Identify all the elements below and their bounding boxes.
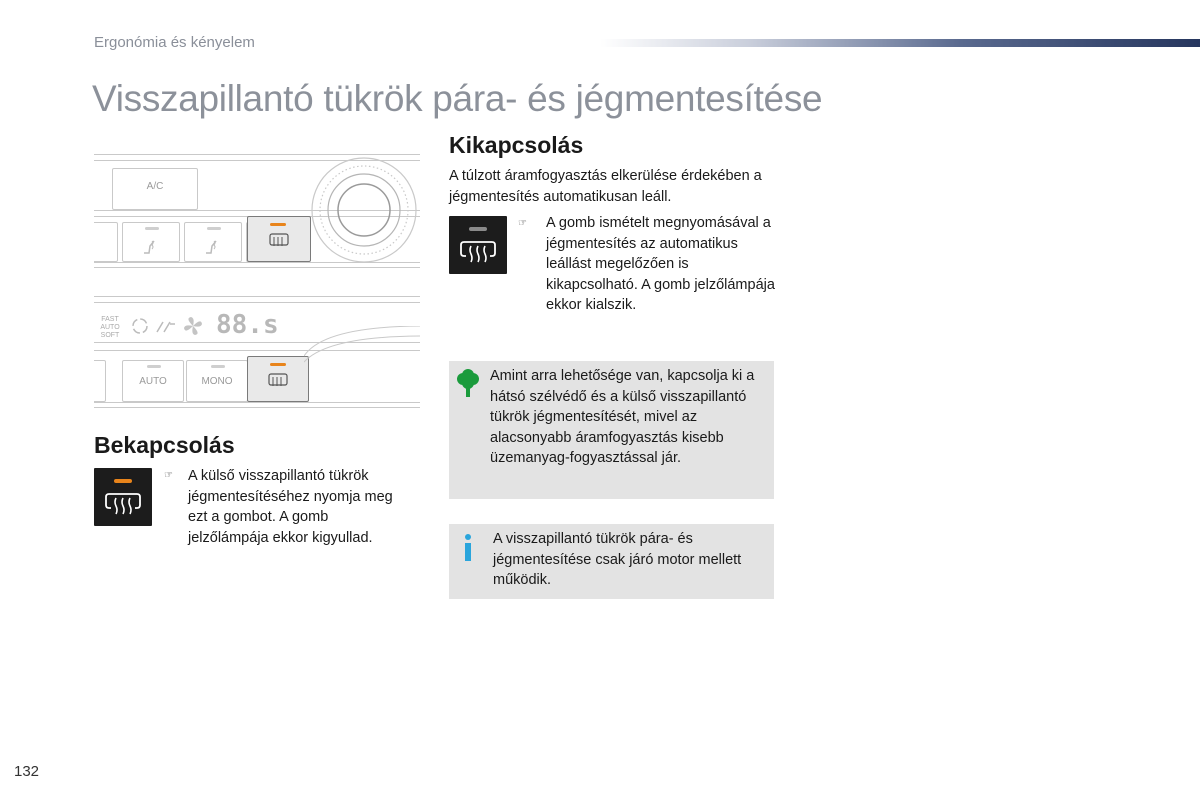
mirror-defrost-key-highlighted: [247, 216, 311, 262]
seat-icon: [141, 237, 161, 255]
on-bullet-text: A külső visszapillantó tükrök jégmentesítéséhez nyomja meg ezt a gombot. A gomb jelzőlámpája ekkor kigyullad.: [188, 468, 393, 546]
mirror-defrost-icon: [103, 490, 143, 518]
section-label: Ergonómia és kényelem: [94, 34, 255, 51]
ac-key-label: A/C: [146, 181, 164, 192]
off-bullet-text: A gomb ismételt megnyomásával a jégmentesítés az automatikus leállást megelőzően is kikapcsolható. A gomb jelzőlámpája ekkor kialszik.: [546, 215, 775, 313]
airflow-icon: [154, 316, 176, 336]
defrost-button-on-icon: [94, 468, 152, 526]
ac-key: [112, 168, 198, 210]
temperature-dial: [304, 154, 420, 268]
seat-heat-key-right: [184, 222, 242, 262]
eco-note-box: [449, 361, 774, 499]
lcd-readout: 88.s: [216, 310, 279, 340]
bullet-hand-icon: ☞: [164, 470, 173, 481]
mono-key-label: MONO: [201, 376, 233, 387]
climate-panel-illustration-1: [94, 154, 420, 268]
key-partial: [94, 360, 106, 402]
header-rule: [600, 39, 1200, 47]
eco-note-text: Amint arra lehetősége van, kapcsolja ki a hátsó szélvédő és a külső visszapillantó tükrök jégmentesítését, mivel az alacsonyabb áramfogyasztás kisebb üzemanyag-fogyasztással jár.: [490, 368, 755, 466]
info-icon: [462, 534, 476, 562]
fan-icon: [182, 315, 204, 337]
defrost-icon: [268, 233, 290, 249]
auto-key-label: AUTO: [139, 376, 167, 387]
seat-icon: [203, 237, 223, 255]
page-title: Visszapillantó tükrök pára- és jégmentesítése: [92, 78, 823, 119]
climate-panel-illustration-2: [94, 296, 420, 408]
mirror-defrost-key-highlighted: [247, 356, 309, 402]
lcd-mode-labels: FAST AUTO SOFT: [100, 316, 120, 339]
seat-key-partial: [94, 222, 118, 262]
off-intro-text: A túlzott áramfogyasztás elkerülése érdekében a jégmentesítés automatikusan leáll.: [449, 168, 762, 205]
info-note-box: [449, 524, 774, 599]
mirror-defrost-icon: [458, 238, 498, 266]
recirculation-icon: [130, 316, 150, 336]
off-heading: Kikapcsolás: [449, 132, 584, 158]
on-heading: Bekapcsolás: [94, 432, 235, 458]
defrost-icon: [267, 373, 289, 389]
tree-icon: [455, 369, 481, 399]
bullet-hand-icon: ☞: [518, 218, 527, 229]
panel-edge-curve: [304, 326, 420, 386]
info-note-text: A visszapillantó tükrök pára- és jégmentesítése csak járó motor mellett működik.: [493, 531, 742, 588]
page-number: 132: [14, 763, 40, 780]
defrost-button-off-icon: [449, 216, 507, 274]
auto-key: [122, 360, 184, 402]
seat-heat-key-left: [122, 222, 180, 262]
mono-key: [186, 360, 248, 402]
